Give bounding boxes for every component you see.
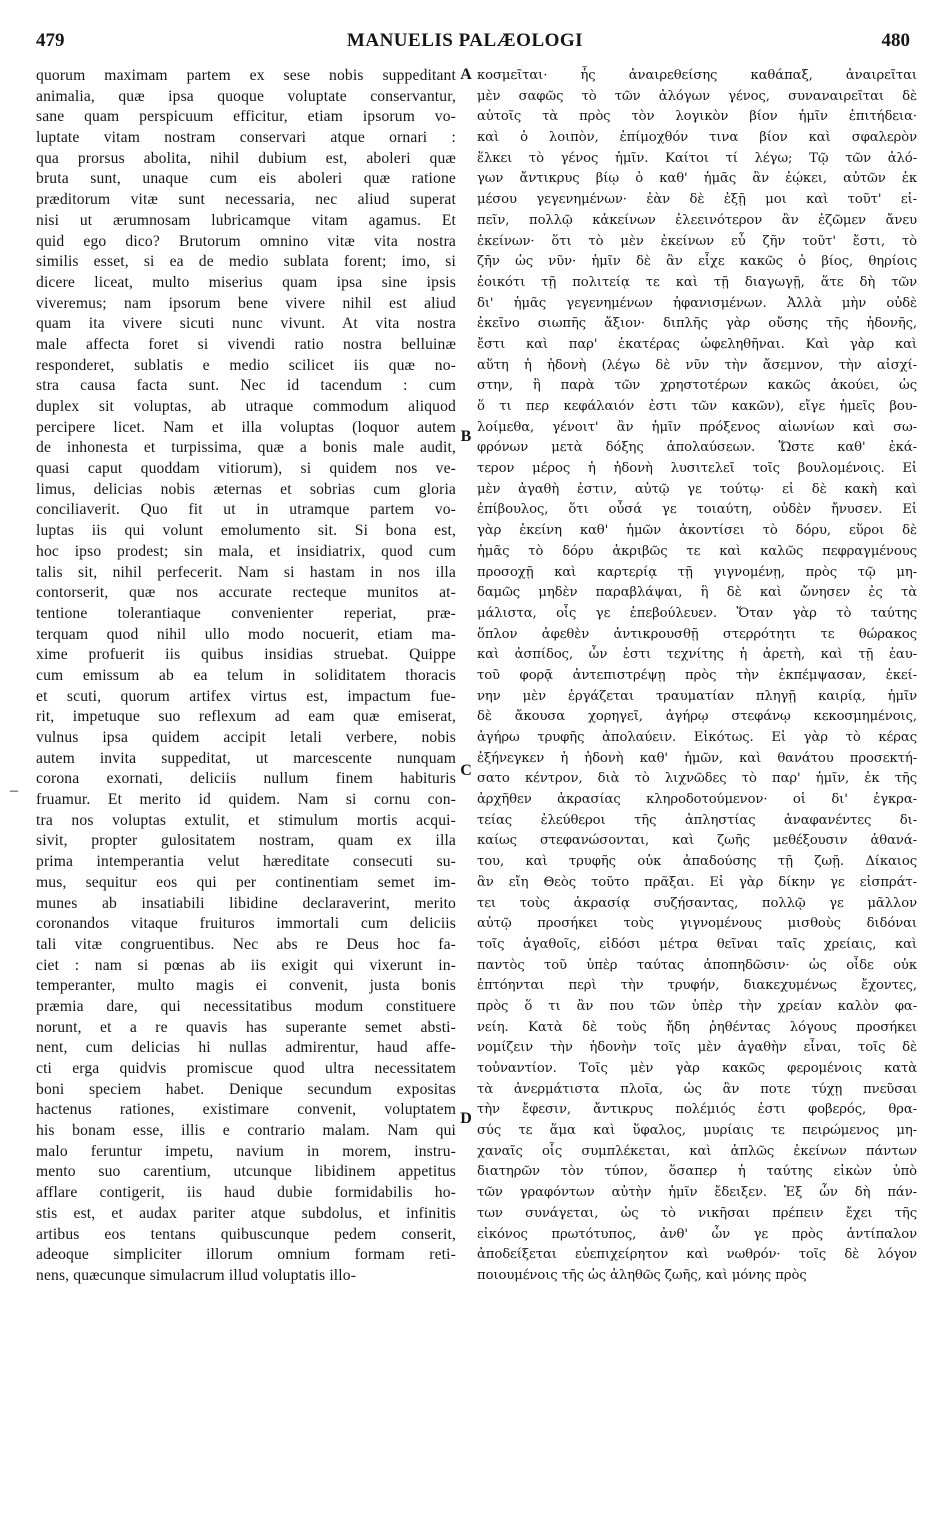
latin-text-line: stra causa facta sunt. Nec id tacendum : cum (36, 377, 456, 395)
greek-text-line: πρὸς ὅ τι ἂν που τῶν ὑπὲρ τὴν χρείαν καλὸν φα- (477, 998, 917, 1014)
latin-text-line: tali vitæ congruentibus. Nec abs re Deus hoc fa- (36, 935, 456, 953)
latin-text-line: xime profuerit iis quibus insidias struebat. Quippe (36, 646, 456, 664)
greek-text-line: λοίμεθα, γένοιτ' ἂν ἡμῖν πρόξενος αἰωνίων καὶ σω- (477, 419, 917, 435)
running-title: MANUELIS PALÆOLOGI (346, 30, 584, 51)
latin-text-line: duplex sit voluptas, ab utraque commodum aliquod (36, 398, 456, 415)
greek-text-line: καὶ ὁ λοιπὸν, ἐπίμοχθόν τινα βίον καὶ σφαλερὸν (477, 130, 917, 146)
greek-text-line: ἕλκει τὸ γένος ἡμῖν. Καίτοι τί λέγω; Τῷ τῶν ἀλό- (477, 150, 917, 166)
latin-text-line: nisi ut ærumnosam lubricamque vitam agamus. Et (36, 211, 456, 229)
greek-text-line: καὶ ἀσπίδος, ὧν ἐστι τεχνίτης ἡ ἀρετὴ, καὶ τῇ ἑαυ- (477, 647, 917, 663)
greek-text-line: ἡμᾶς τὸ δόρυ ἀκριβῶς τε καὶ καλῶς πεφραγμένους (477, 543, 917, 559)
latin-text-line: autem invita suppeditat, ut marcescente nunquam (36, 749, 456, 767)
greek-text-line: ποιουμένοις τῆς ὡς ἀληθῶς ζωῆς, καὶ μόνης πρὸς (477, 1267, 807, 1283)
greek-text-line: πεῖν, πολλῷ κἀκείνων ἐλεεινότερον ἂν ἐζῶμεν ἄνευ (477, 212, 917, 228)
greek-text-line: νείη. Κατὰ δὲ τοὺς ἤδη ῥηθέντας λόγους προσήκει (477, 1019, 917, 1035)
latin-text-line: tra nos voluptas extulit, et stimulum mortis acqui- (36, 811, 456, 829)
latin-text-line: nens, quæcunque simulacrum illud voluptatis illo- (36, 1266, 357, 1284)
greek-text-line: τὰ ἀνερμάτιστα πλοῖα, ὡς ἂν ποτε τύχῃ πνεῦσαι (477, 1081, 917, 1097)
latin-text-line: conciliaverit. Quo fit ut in utramque partem vo- (36, 501, 456, 519)
greek-text-line: ἐοικότι τῇ πολιτείᾳ τε καὶ τῇ διαγωγῇ, ἅτε δὴ τῶν (477, 274, 917, 290)
greek-text-line: του, καὶ τρυφῆς οὐκ ἀπαδούσης τῇ ζωῇ. Δίκαιος (477, 854, 917, 870)
greek-text-line: ἐξήνεγκεν ἡ ἡδονὴ καθ' ἡμῶν, καὶ θανάτου προσεκτή- (477, 750, 917, 766)
greek-text-line: γὰρ ἐκείνη καθ' ἡμῶν ἀκοντίσει τὸ δόρυ, εὕροι δὲ (477, 523, 917, 539)
latin-text-line: præmia dare, qui necessitatibus modum constituere (36, 997, 456, 1015)
latin-text-line: hoc ipso prodest; sin mala, et insidiatrix, quod cum (36, 542, 456, 560)
latin-text-line: tentione tolerantiaque convenienter reperiat, præ- (36, 604, 456, 622)
page-number-left: 479 (36, 30, 65, 51)
greek-text-line: τῶν γραφόντων αὐτὴν ἡμῖν ἔδειξεν. Ἐξ ὧν δὴ πάν- (477, 1185, 917, 1201)
latin-text-line: munes ab insatiabili libidine declaraverint, merito (36, 894, 456, 912)
latin-text-line: ciet : nam si pœnas ab iis exigit qui vixerunt in- (36, 956, 456, 974)
page-header (0, 30, 930, 56)
latin-text-line: dicere liceat, multo miserius quam ipsa sine ipsis (36, 273, 456, 291)
latin-text-line: contorserit, quæ nos accurate recteque munitos at- (36, 584, 456, 602)
greek-text-line: τείας ἐλεύθεροι τῆς ἀπληστίας ἀναφανέντες δι- (477, 812, 917, 828)
greek-text-line: σύς τε ἅμα καὶ ὕφαλος, μυρίαις τε πειρώμενος μη- (477, 1123, 917, 1139)
greek-text-line: αὕτη ἡ ἡδονὴ (λέγω δὲ νῦν τὴν ἄσεμνον, τὴν αἰσχί- (477, 357, 917, 373)
greek-text-line: τοῦ φορᾷ ἀντεπιστρέψῃ πρὸς τὴν ἐκπέμψασαν, ἐκεί- (477, 667, 917, 683)
section-marker-d: D (460, 1110, 472, 1127)
greek-text-line: αὐτῷ προσήκει τοὺς γιγνομένους μισθοὺς διδόναι (477, 916, 917, 932)
greek-text-line: δὲ ἄκουσα χορηγεῖ, ἀγήρῳ στεφάνῳ κεκοσμημένοις, (477, 709, 917, 725)
greek-text-line: ἀγήρω τρυφῆς ἀπολαύειν. Εἰκότως. Εἰ γὰρ τὸ κέρας (477, 730, 917, 745)
latin-text-line: rit, impetuque suo reflexum ad eam quæ emiserat, (36, 708, 456, 726)
latin-text-line: artibus eos tentans quibuscunque pedem conserit, (36, 1225, 456, 1243)
greek-text-line: φρόνων μετὰ δόξης ἀπολαύσεων. Ὥστε καθ' ἑκά- (477, 440, 917, 456)
page-number-right: 480 (881, 30, 910, 51)
latin-text-line: his bonam esse, illis e contrario malam. Nam qui (36, 1122, 456, 1140)
greek-text-line: δαμῶς μηδὲν παραβλάψαι, ἣ δὲ καὶ ὤνησεν ἐς τὰ (477, 585, 917, 601)
greek-text-line: μὲν σαφῶς τὸ τῶν ἀλόγων γένος, συναναιρεῖται δὲ (477, 88, 917, 104)
greek-text-line: ὅ τι περ κεφάλαιόν ἐστι τῶν κακῶν), εἴγε ἡμεῖς βου- (477, 399, 917, 414)
greek-text-line: στην, ἣ παρὰ τῶν χρηστοτέρων κακῶς ἀκούει, ὡς (477, 378, 917, 394)
greek-text-line: αὐτοῖς τὰ πρὸς τὸν λογικὸν βίον ἡμῖν ἐπιτήδεια· (477, 109, 917, 125)
greek-text-line: σατο κέντρον, διὰ τὸ λιχνῶδες τὸ παρ' ἡμῖν, ἐκ τῆς (477, 771, 917, 787)
greek-text-line: κοσμεῖται· ἧς ἀναιρεθείσης καθάπαξ, ἀναιρεῖται (477, 68, 917, 83)
latin-text-line: corona exornati, deliciis nullum finem habituris (36, 770, 456, 788)
greek-text-line: ζῆν ὡς νῦν· ἡμῖν δὲ ἂν εἶχε κακῶς ὁ βίος, θηρίοις (477, 254, 917, 270)
latin-text-line: sane quam perspicuum efficitur, etiam ipsorum vo- (36, 108, 456, 126)
section-marker-a: A (460, 66, 472, 83)
latin-text-line: cti erga quidvis promiscue quod ultra necessitatem (36, 1060, 456, 1077)
latin-text-line: talis sit, nihil perfecerit. Nam si hastam in nos illa (36, 563, 456, 581)
section-marker-b: B (460, 428, 472, 445)
latin-text-line: cum emissum ab ea telum in soliditatem thoracis (36, 666, 456, 684)
section-marker-c: C (460, 762, 472, 779)
latin-text-line: qua prorsus abolita, nihil dubium est, aboleri quæ (36, 149, 456, 167)
latin-text-line: percipere licet. Nam et illa voluptas (loquor autem (36, 418, 456, 436)
latin-text-line: nent, cum delicias hi nullas admirentur, haud affe- (36, 1039, 456, 1057)
latin-text-line: et scuti, quorum artifex virtus est, impactum fue- (36, 687, 456, 705)
greek-text-line: ἐκείνων· ὅτι τὸ μὲν ἐκείνων εὖ ζῆν τοῦτ' ἔστι, τὸ (477, 233, 917, 249)
greek-text-line: ἀποδείξεται εὐεπιχείρητον καὶ νωθρόν· τοῖς δὲ λόγον (477, 1247, 917, 1263)
greek-text-line: ἐπίβουλος, ὅτι οὖσά γε τοιαύτη, οὐδὲν ἤνυσεν. Εἰ (477, 502, 917, 518)
latin-text-line: de inhonesta et turpissima, quæ a bonis male audit, (36, 439, 456, 457)
latin-text-line: quid ego dico? Brutorum omnino vitæ vita nostra (36, 232, 456, 250)
greek-text-line: τερον μέρος ἡ ἡδονὴ λυσιτελεῖ τοῖς βουλομένοις. Εἰ (477, 461, 917, 477)
latin-text-line: mus, sequitur eos qui per continentiam semet im- (36, 873, 456, 891)
greek-text-line: μέσου γεγενημένων· ἐὰν δὲ ἐξῇ μοι καὶ τοῦτ' εἰ- (477, 192, 917, 208)
greek-text-line: τει τοὺς ἀκρασίᾳ συζήσαντας, πολλῷ γε μᾶλλον (477, 895, 917, 911)
greek-text-line: νομίζειν τὴν ἡδονὴν τοῖς μὲν ἀγαθὴν εἶναι, τοῖς δὲ (477, 1040, 917, 1056)
latin-text-line: quam ita vivere sicuti nunc vivunt. At vita nostra (36, 315, 456, 333)
latin-text-line: hactenus rationes, existimare convenit, voluptatem (36, 1101, 456, 1119)
greek-text-line: εἰκόνος πρωτότυπος, ἀνθ' ὧν γε πρὸς ἀντίπαλον (477, 1226, 917, 1242)
latin-text-line: quasi caput quoddam vitiorum), si quidem nos ve- (36, 460, 456, 478)
latin-text-line: sivit, propter gulositatem nostram, quam ex illa (36, 832, 456, 850)
greek-text-line: δι' ἡμᾶς γεγενημένων ἠφανισμένων. Ἀλλὰ μὴν οὐδὲ (477, 295, 917, 311)
latin-text-line: malo feruntur impetu, navium in morem, instru- (36, 1142, 456, 1160)
latin-text-line: responderet, sublatis e medio scilicet iis quæ no- (36, 356, 456, 374)
greek-text-line: ἂν εἴη Θεὸς τοῦτο πρᾶξαι. Εἰ γὰρ δίκην γε εἰσπράτ- (477, 874, 917, 890)
greek-text-line: γων ἄντικρυς βίῳ ὁ καθ' ἡμᾶς ἂν ἐῴκει, αὐτῶν ἐκ (477, 171, 917, 187)
greek-text-line: τὴν ἔφεσιν, ἄντικρυς πολέμιός ἐστι φοβερός, θρα- (477, 1102, 917, 1118)
greek-text-line: χαναῖς οἷς συμπλέκεται, καὶ ἁπλῶς ἐκείνων πάντων (477, 1143, 917, 1159)
latin-text-line: præditorum vitæ sunt necessaria, nec aliud superat (36, 191, 456, 209)
latin-text-line: vulnus ipsa quidem accipit letali verbere, nobis (36, 729, 456, 746)
greek-text-line: μάλιστα, οἷς γε ἐπεβούλευεν. Ὅταν γὰρ τὸ ταύτης (477, 605, 917, 621)
greek-text-line: παντὸς τοῦ ὑπὲρ ταύτας ἀποπηδῶσιν· ὡς οἶδε οὐκ (477, 957, 917, 973)
greek-text-line: διατηρῶν τὸν τύπον, ὅσαπερ ἡ ταύτης εἰκὼν ὑπὸ (477, 1164, 917, 1180)
greek-text-line: προσοχῇ καὶ καρτερίᾳ τῇ γιγνομένῃ, πρὸς τῷ μη- (477, 564, 917, 580)
greek-text-line: ἐκεῖνο σιωπῆς ἄξιον· διπλῆς γὰρ οὔσης τῆς ἡδονῆς, (477, 316, 917, 332)
latin-text-line: temperanter, multo magis ei convenit, justa bonis (36, 977, 456, 995)
latin-text-line: male affecta foret si vivendi ratio nostra belluinæ (36, 335, 456, 353)
greek-text-line: καίως στεφανώσονται, καὶ ζωῆς μεθέξουσιν ἀθανά- (477, 833, 917, 849)
greek-text-line: τοὐναντίον. Τοῖς μὲν γὰρ κακῶς φερομένοις κατὰ (477, 1061, 917, 1076)
greek-text-line: τοῖς ἀγαθοῖς, εἰδόσι μέτρα θεῖναι ταῖς χρείαις, καὶ (477, 936, 917, 952)
latin-text-line: boni speciem habet. Denique secundum expositas (36, 1080, 456, 1098)
latin-text-line: animalia, quæ ipsa quoque voluptate conservantur, (36, 87, 456, 105)
latin-text-line: luptate vitam nostram conservari atque ornari : (36, 129, 456, 147)
latin-text-line: adeoque simpliciter illorum omnium formam reti- (36, 1246, 456, 1264)
latin-text-line: quorum maximam partem ex sese nobis suppeditant (36, 67, 456, 84)
greek-text-line: ὅπλον ἀφεθὲν ἀντικρουσθῇ στερρότητι τε θώρακος (477, 626, 917, 642)
greek-text-line: ἀρχῆθεν ἀκρασίας κληροδοτούμενον· οἱ δι' ἐγκρα- (477, 792, 917, 808)
latin-text-line: luptas iis qui volunt emolumento sit. Si bona est, (36, 522, 456, 540)
latin-text-line: terquam quod nihil ullo modo nocuerit, etiam ma- (36, 625, 456, 643)
latin-text-line: coronandos vitaque fruituros immortali cum deliciis (36, 915, 456, 933)
latin-text-line: similis esset, si ea de medio sublata forent; imo, si (36, 253, 456, 271)
greek-text-line: μὲν ἀγαθὴ ἐστιν, αὐτῷ γε τούτῳ· εἰ δὲ κακὴ καὶ (477, 481, 917, 497)
greek-text-line: ἔστι καὶ παρ' ἑκατέρας ὠφεληθῆναι. Καὶ γὰρ καὶ (477, 336, 917, 352)
margin-mark: – (10, 782, 18, 799)
greek-column (477, 66, 917, 1287)
latin-text-line: norunt, et a re quavis has superante semet absti- (36, 1018, 456, 1036)
greek-text-line: νην μὲν ἐργάζεται τραυματίαν πληγῇ καιρίᾳ, ἡμῖν (477, 688, 917, 704)
greek-text-line: των συνάγεται, ὡς τὸ νικῆσαι πρέπειν ἔχει τῆς (477, 1205, 917, 1221)
latin-text-line: viveremus; nam ipsorum bene vivere nihil est aliud (36, 294, 456, 312)
latin-text-line: prima intemperantia velut hæreditate consecuti su- (36, 853, 456, 871)
greek-text-line: ἐπτόηνται περὶ τὴν τρυφήν, διακεχυμένως ἔχοντες, (477, 978, 917, 994)
latin-text-line: afflare contigerit, iis haud dubie formidabilis ho- (36, 1184, 456, 1202)
latin-text-line: bruta sunt, unaque cum eis aboleri quæ ratione (36, 170, 456, 188)
latin-text-line: stis est, et audax pariter atque subdolus, et infinitis (36, 1204, 456, 1222)
latin-text-line: mento suo carentium, utcunque libidinem appetitus (36, 1163, 456, 1181)
latin-text-line: limus, delicias nobis æternas et sobrias cum gloria (36, 480, 456, 498)
latin-column (36, 66, 456, 1287)
latin-text-line: fruamur. Et merito id quidem. Nam si cornu con- (36, 791, 456, 809)
